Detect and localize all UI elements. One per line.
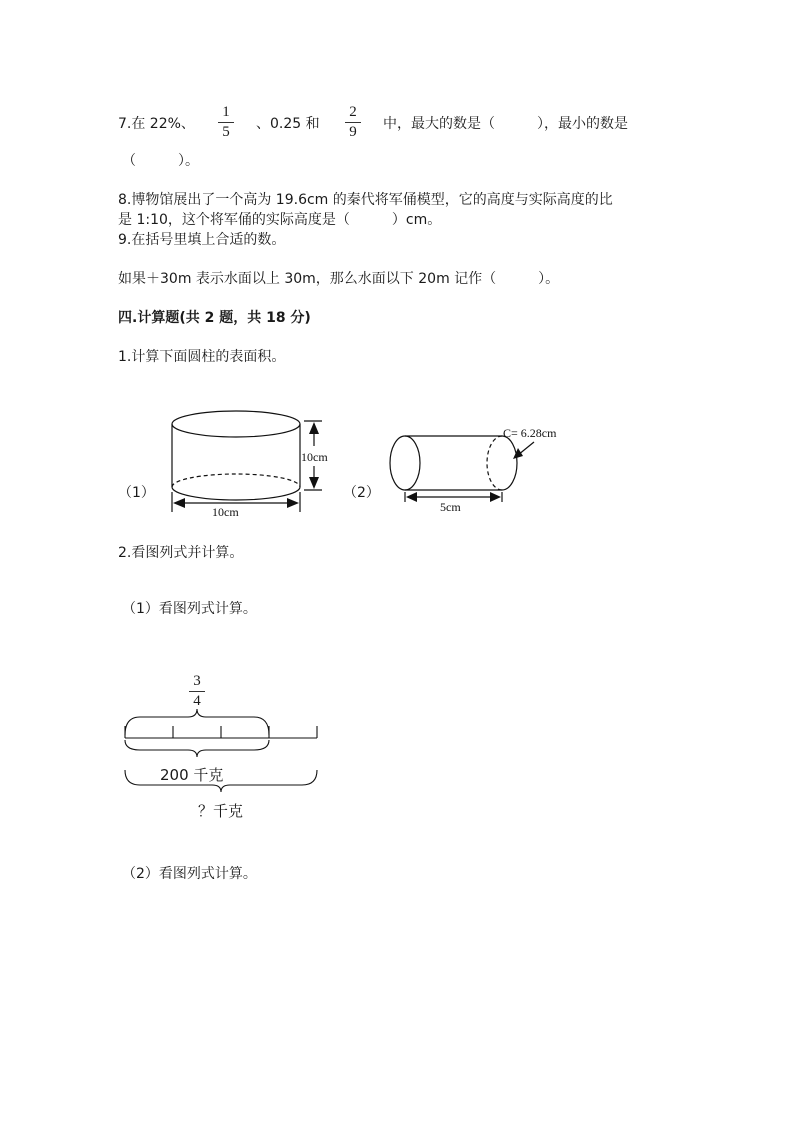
fraction-numerator: 2: [349, 104, 357, 120]
q7-text-part3: 中，最大的数是（ ），最小的数是: [383, 116, 628, 132]
cylinder-2-length-label: 5cm: [440, 500, 461, 514]
q8-text-line2: 是 1:10，这个将军俑的实际高度是（ ）cm。: [118, 212, 442, 228]
cylinder-2-left-face: [390, 436, 420, 490]
diagram-unknown-label: ？千克: [198, 802, 244, 820]
cylinder-2-right-front: [502, 436, 517, 490]
diagram-fraction: [189, 673, 205, 710]
top-brace: [125, 709, 269, 735]
q7-fraction-1: [218, 104, 234, 141]
q8-text-line1: 8.博物馆展出了一个高为 19.6cm 的秦代将军俑模型，它的高度与实际高度的比: [118, 192, 613, 208]
fraction-numerator: 3: [193, 673, 201, 689]
cylinder-1-bottom-back: [172, 474, 300, 487]
q7-text-line2: （ ）。: [122, 153, 199, 169]
q9-body: 如果＋30m 表示水面以上 30m，那么水面以下 20m 记作（ ）。: [118, 271, 560, 287]
middle-brace: [125, 740, 269, 757]
figure-1-label: （1）: [118, 485, 155, 501]
q7-text-part1: 7.在 22%、: [118, 116, 195, 132]
cylinder-2-circumference-label: C= 6.28cm: [503, 426, 557, 440]
q7-text-part2: 、0.25 和: [256, 116, 320, 132]
cylinder-1-diameter-label: 10cm: [212, 505, 239, 519]
cylinder-1: [172, 411, 322, 512]
section-heading: 四.计算题(共 2 题，共 18 分): [118, 310, 311, 326]
fraction-denominator: 9: [349, 124, 357, 140]
q2-sub1: （1）看图列式计算。: [122, 601, 257, 617]
cylinder-1-height-label: 10cm: [301, 450, 328, 464]
q1-title: 1.计算下面圆柱的表面积。: [118, 349, 286, 365]
q7-fraction-2: [345, 104, 361, 141]
figure-2-label: （2）: [343, 485, 380, 501]
cylinder-1-top: [172, 411, 300, 437]
fraction-numerator: 1: [222, 104, 230, 120]
fraction-denominator: 4: [193, 693, 201, 709]
q2-sub2: （2）看图列式计算。: [122, 866, 257, 882]
cylinder-2: [390, 436, 534, 502]
cylinder-2-right-back: [487, 436, 502, 490]
q9-title: 9.在括号里填上合适的数。: [118, 232, 286, 248]
diagram-mass-label: 200 千克: [160, 766, 224, 784]
fraction-denominator: 5: [222, 124, 230, 140]
cylinder-1-bottom-front: [172, 487, 300, 500]
q2-title: 2.看图列式并计算。: [118, 545, 244, 561]
